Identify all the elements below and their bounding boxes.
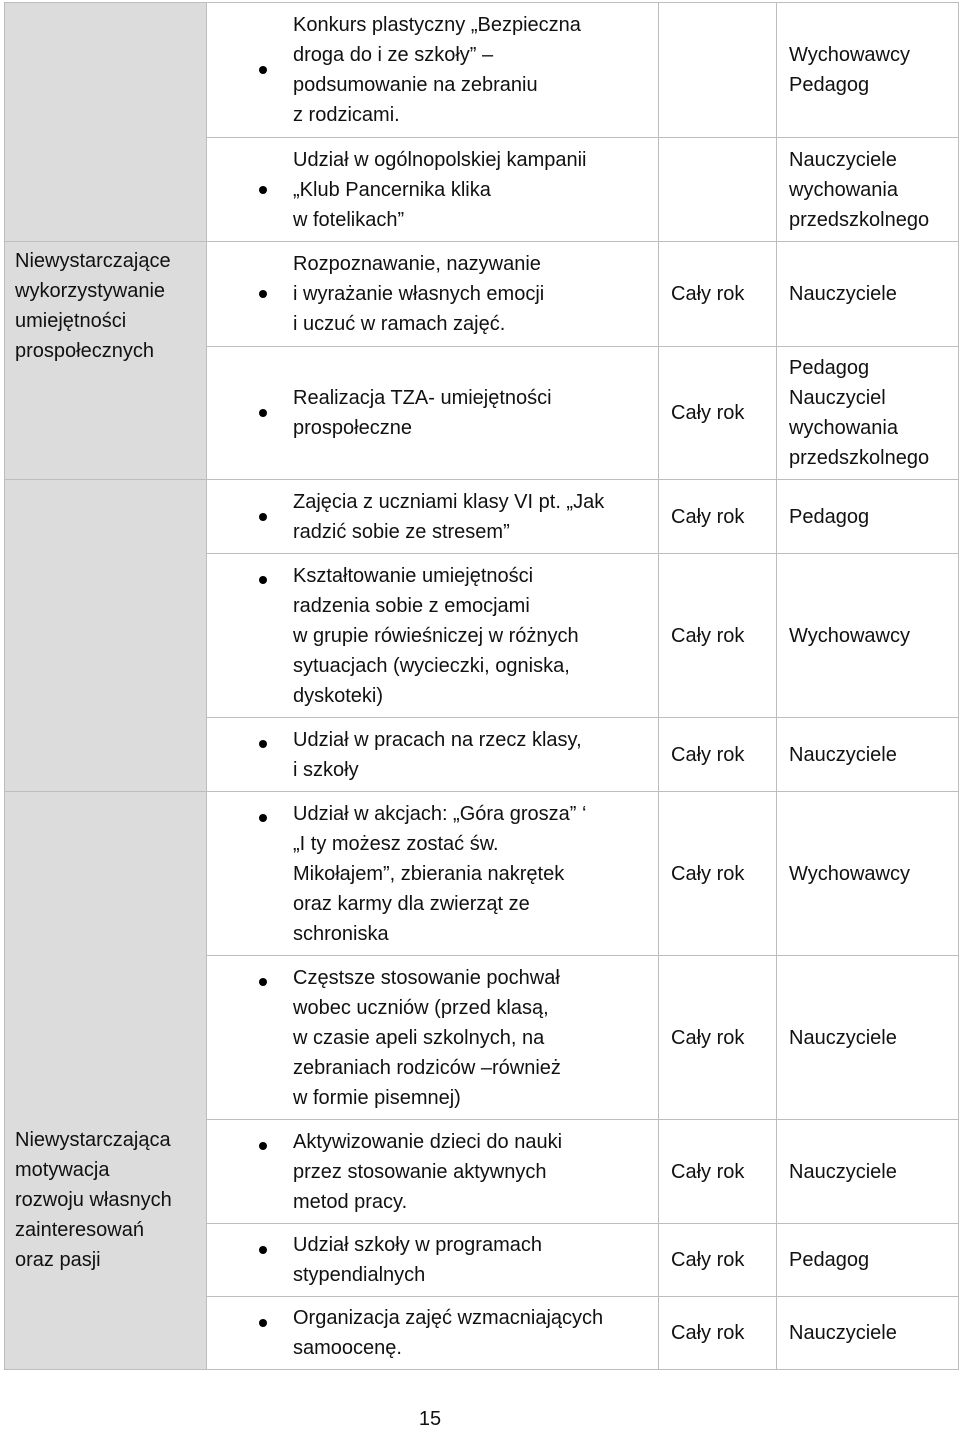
responsible-cell: Wychowawcy [777, 792, 959, 956]
bullet-icon [259, 1246, 267, 1254]
task-cell [207, 1224, 659, 1297]
responsible-cell: Nauczyciele wychowania przedszkolnego [777, 138, 959, 242]
term-cell: Cały rok [659, 480, 777, 554]
problem-area-cell [5, 480, 207, 792]
bullet-icon [259, 1142, 267, 1150]
bullet-icon [259, 186, 267, 194]
responsible-cell: Nauczyciele [777, 956, 959, 1120]
task-cell [207, 1120, 659, 1224]
responsible-cell: Nauczyciele [777, 718, 959, 792]
task-text: Rozpoznawanie, nazywanie i wyrażanie własnych emocji i uczuć w ramach zajęć. [293, 253, 545, 335]
task-text: Udział szkoły w programach stypendialnych [293, 1234, 542, 1286]
problem-area-text: Niewystarczająca motywacja rozwoju własnych zainteresowań oraz pasji [15, 1129, 172, 1271]
term-cell: Cały rok [659, 792, 777, 956]
responsible-cell: Pedagog [777, 1224, 959, 1297]
responsible-cell: Nauczyciele [777, 1297, 959, 1370]
responsible-cell: Nauczyciele [777, 1120, 959, 1224]
task-text: Zajęcia z uczniami klasy VI pt. „Jak radzić sobie ze stresem” [293, 490, 605, 543]
term-cell: Cały rok [659, 242, 777, 347]
bullet-icon [259, 1319, 267, 1327]
task-cell [207, 3, 659, 138]
task-text: Udział w akcjach: „Góra grosza” ‘ „I ty możesz zostać św. Mikołajem”, zbierania nakrętek oraz karmy dla zwierząt ze schroniska [293, 802, 587, 945]
task-cell [207, 138, 659, 242]
table-row [5, 3, 959, 138]
task-cell [207, 554, 659, 718]
table-row [5, 792, 959, 956]
task-cell [207, 347, 659, 480]
bullet-icon [259, 740, 267, 748]
task-cell [207, 956, 659, 1120]
term-cell: Cały rok [659, 956, 777, 1120]
problem-area-cell [5, 792, 207, 1370]
bullet-icon [259, 513, 267, 521]
term-cell [659, 138, 777, 242]
task-cell [207, 1297, 659, 1370]
responsible-cell: Wychowawcy [777, 554, 959, 718]
problem-area-text: Niewystarczające wykorzystywanie umiejętności prospołecznych [15, 250, 171, 362]
task-text: Organizacja zajęć wzmacniających samoocenę. [293, 1307, 604, 1359]
task-cell [207, 718, 659, 792]
task-text: Realizacja TZA- umiejętności prospołeczne [293, 387, 552, 439]
bullet-icon [259, 978, 267, 986]
responsible-cell: Nauczyciele [777, 242, 959, 347]
task-text: Konkurs plastyczny „Bezpieczna droga do i ze szkoły” – podsumowanie na zebraniu z rodzicami. [293, 14, 581, 126]
responsible-cell: Wychowawcy Pedagog [777, 3, 959, 138]
task-cell [207, 792, 659, 956]
table-row [5, 480, 959, 554]
term-cell [659, 3, 777, 138]
term-cell: Cały rok [659, 1297, 777, 1370]
term-cell: Cały rok [659, 554, 777, 718]
task-text: Udział w ogólnopolskiej kampanii „Klub Pancernika klika w fotelikach” [293, 148, 587, 231]
bullet-icon [259, 576, 267, 584]
responsible-cell: Pedagog [777, 480, 959, 554]
task-text: Częstsze stosowanie pochwał wobec uczniów (przed klasą, w czasie apeli szkolnych, na zebraniach rodziców –również w formie pisemnej) [293, 966, 561, 1109]
term-cell: Cały rok [659, 1224, 777, 1297]
term-cell: Cały rok [659, 1120, 777, 1224]
table-row [5, 242, 959, 347]
responsible-cell: Pedagog Nauczyciel wychowania przedszkolnego [777, 347, 959, 480]
task-text: Udział w pracach na rzecz klasy, i szkoły [293, 728, 582, 781]
problem-area-cell [5, 242, 207, 480]
task-text: Kształtowanie umiejętności radzenia sobie z emocjami w grupie rówieśniczej w różnych sytuacjach (wycieczki, ogniska, dyskoteki) [293, 564, 579, 707]
bullet-icon [259, 814, 267, 822]
problem-area-cell [5, 3, 207, 242]
bullet-icon [259, 290, 267, 298]
bullet-icon [259, 66, 267, 74]
bullet-icon [259, 409, 267, 417]
task-cell [207, 480, 659, 554]
task-text: Aktywizowanie dzieci do nauki przez stosowanie aktywnych metod pracy. [293, 1130, 563, 1213]
plan-table [4, 2, 959, 1370]
term-cell: Cały rok [659, 347, 777, 480]
task-cell [207, 242, 659, 347]
page-number: 15 [418, 1408, 442, 1430]
term-cell: Cały rok [659, 718, 777, 792]
